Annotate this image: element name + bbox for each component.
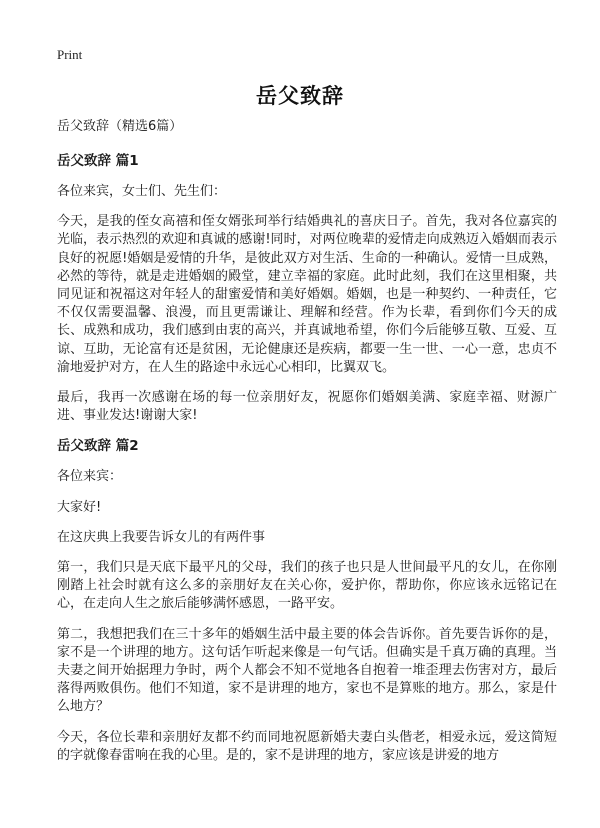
print-link[interactable]: Print bbox=[57, 47, 83, 62]
article-body bbox=[57, 118, 557, 777]
section-2 bbox=[57, 437, 557, 765]
paragraph: 第一，我们只是天底下最平凡的父母，我们的孩子也只是人世间最平凡的女儿，在你刚刚踏上社会时就有这么多的亲朋好友在关心你，爱护你，帮助你，你应该永远铭记在心，在走向人生之旅后能够满怀感恩，一路平安。 bbox=[57, 560, 557, 612]
page-title: 岳父致辞 bbox=[256, 84, 344, 108]
document-subtitle: 岳父致辞（精选6篇） bbox=[57, 119, 183, 134]
section-1 bbox=[57, 152, 557, 425]
paragraph: 今天，各位长辈和亲朋好友都不约而同地祝愿新婚夫妻白头偕老，相爱永远，爱这简短的字就像春雷响在我的心里。是的，家不是讲理的地方，家应该是讲爱的地方 bbox=[57, 729, 557, 763]
section-heading: 岳父致辞 篇2 bbox=[57, 438, 139, 455]
paragraph: 今天，是我的侄女高禧和侄女婿张珂举行结婚典礼的喜庆日子。首先，我对各位嘉宾的光临，表示热烈的欢迎和真诚的感谢!同时，对两位晚辈的爱情走向成熟迈入婚姻而表示良好的祝愿!婚姻是爱情的升华，是彼此双方对生活、生命的一种确认。爱情一旦成熟，必然的等待，就是走进婚姻的殿堂，建立幸福的家庭。此时此刻，我们在这里相聚，共同见证和祝福这对年轻人的甜蜜爱情和美好婚姻。婚姻，也是一种契约、一种责任，它不仅仅需要温馨、浪漫，而且更需谦让、理解和经营。作为长辈，看到你们今天的成长、成熟和成功，我们感到由衷的高兴，并真诚地希望，你们今后能够互敬、互爱、互谅、互助，无论富有还是贫困，无论健康还是疾病，都要一生一世、一心一意，忠贞不渝地爱护对方，在人生的路途中永远心心相印，比翼双飞。 bbox=[57, 214, 557, 375]
paragraph: 最后，我再一次感谢在场的每一位亲朋好友，祝愿你们婚姻美满、家庭幸福、财源广进、事业发达!谢谢大家! bbox=[57, 390, 557, 424]
paragraph: 第二，我想把我们在三十多年的婚姻生活中最主要的体会告诉你。首先要告诉你的是，家不是一个讲理的地方。这句话乍听起来像是一句气话。但确实是千真万确的真理。当夫妻之间开始据理力争时，两个人都会不知不觉地各自抱着一堆歪理去伤害对方，最后落得两败俱伤。他们不知道，家不是讲理的地方，家也不是算账的地方。那么，家是什么地方？ bbox=[57, 626, 557, 715]
section-heading: 岳父致辞 篇1 bbox=[57, 153, 139, 169]
paragraph: 大家好! bbox=[57, 499, 102, 515]
paragraph: 各位来宾，女士们、先生们： bbox=[57, 184, 227, 199]
paragraph: 在这庆典上我要告诉女儿的有两件事 bbox=[57, 529, 266, 545]
paragraph: 各位来宾： bbox=[57, 469, 123, 485]
